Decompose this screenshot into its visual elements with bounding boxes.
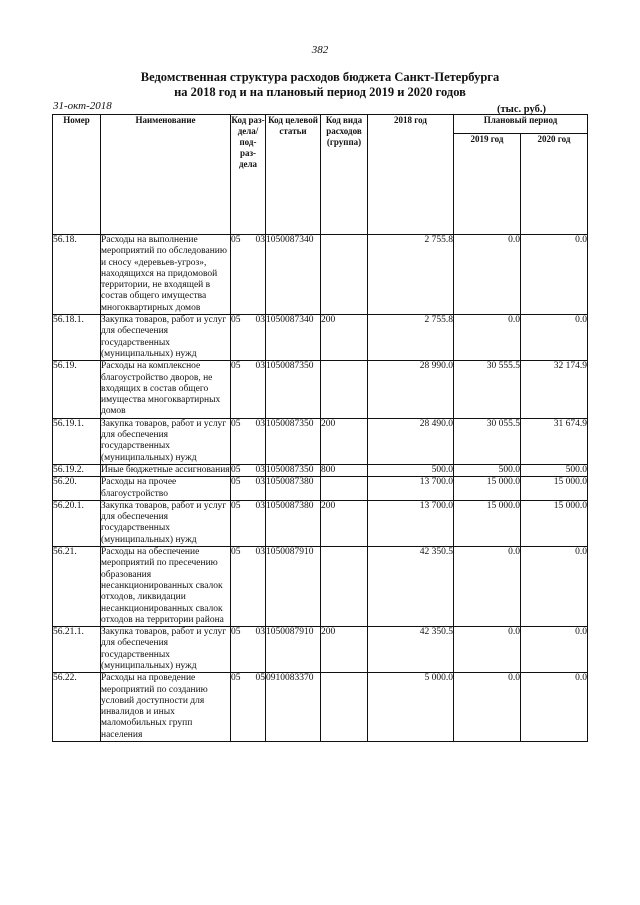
cell-csr: 1050087380 xyxy=(266,500,321,546)
cell-razdel xyxy=(231,361,266,418)
cell-number: 56.19. xyxy=(53,361,101,418)
cell-2018: 42 350.5 xyxy=(368,627,454,673)
title-line-1: Ведомственная структура расходов бюджета Санкт-Петербурга xyxy=(140,70,500,84)
cell-2018: 2 755.8 xyxy=(368,315,454,361)
cell-podrazdel-code: 03 xyxy=(255,315,265,326)
header-number: Номер xyxy=(53,115,101,235)
cell-2019: 15 000.0 xyxy=(454,477,521,501)
cell-2018: 13 700.0 xyxy=(368,477,454,501)
cell-razdel xyxy=(231,500,266,546)
cell-csr: 0910083370 xyxy=(266,673,321,742)
cell-csr: 1050087350 xyxy=(266,361,321,418)
cell-csr: 1050087910 xyxy=(266,627,321,673)
cell-2020: 500.0 xyxy=(521,464,588,476)
cell-2019: 0.0 xyxy=(454,315,521,361)
cell-2020: 0.0 xyxy=(521,627,588,673)
cell-2019: 0.0 xyxy=(454,627,521,673)
header-csr: Код целевой статьи xyxy=(266,115,321,235)
cell-2019: 500.0 xyxy=(454,464,521,476)
cell-name: Закупка товаров, работ и услуг для обеспечения государственных (муниципальных) нужд xyxy=(101,315,231,361)
cell-vid: 200 xyxy=(321,627,368,673)
cell-vid xyxy=(321,361,368,418)
cell-razdel-code: 05 xyxy=(231,464,241,475)
cell-2018: 42 350.5 xyxy=(368,547,454,627)
cell-razdel xyxy=(231,464,266,476)
budget-table xyxy=(52,114,588,742)
cell-podrazdel-code: 03 xyxy=(255,361,265,372)
cell-name: Закупка товаров, работ и услуг для обеспечения государственных (муниципальных) нужд xyxy=(101,627,231,673)
cell-vid xyxy=(321,235,368,315)
cell-2020: 15 000.0 xyxy=(521,477,588,501)
cell-name: Расходы на прочее благоустройство xyxy=(101,477,231,501)
table-row xyxy=(53,418,588,464)
cell-number: 56.19.2. xyxy=(53,464,101,476)
cell-razdel xyxy=(231,418,266,464)
cell-razdel-code: 05 xyxy=(231,235,241,245)
cell-2019: 0.0 xyxy=(454,673,521,742)
cell-podrazdel-code: 03 xyxy=(255,464,265,475)
page-number: 382 xyxy=(311,44,329,56)
header-vid: Код вида расходов (группа) xyxy=(321,115,368,235)
cell-vid xyxy=(321,477,368,501)
cell-razdel-code: 05 xyxy=(231,315,241,326)
table-row xyxy=(53,500,588,546)
cell-podrazdel-code: 03 xyxy=(255,547,265,558)
cell-2020: 0.0 xyxy=(521,315,588,361)
table-body xyxy=(53,235,588,742)
cell-name: Расходы на проведение мероприятий по созданию условий доступности для инвалидов и иных маломобильных групп населения xyxy=(101,673,231,742)
cell-csr: 1050087350 xyxy=(266,418,321,464)
cell-razdel-code: 05 xyxy=(231,361,241,372)
cell-2019: 30 555.5 xyxy=(454,361,521,418)
header-plan-period: Плановый период xyxy=(454,115,588,134)
table-row xyxy=(53,235,588,315)
cell-name: Иные бюджетные ассигнования xyxy=(101,464,230,475)
document-date: 31-окт-2018 xyxy=(53,100,112,112)
cell-podrazdel-code: 03 xyxy=(255,418,265,429)
cell-number: 56.19.1. xyxy=(53,418,101,464)
cell-name: Закупка товаров, работ и услуг для обеспечения государственных (муниципальных) нужд xyxy=(101,500,231,546)
header-razdel: Код раз- дела/ под- раз- дела xyxy=(231,115,266,235)
cell-number: 56.21.1. xyxy=(53,627,101,673)
cell-vid: 200 xyxy=(321,418,368,464)
cell-vid: 800 xyxy=(321,464,368,476)
table-row xyxy=(53,477,588,501)
cell-razdel xyxy=(231,477,266,501)
cell-csr: 1050087340 xyxy=(266,235,321,315)
cell-name: Расходы на обеспечение мероприятий по пресечению образования несанкционированных свалок отходов, ликвидации несанкционированных свалок отходов на территории района xyxy=(101,547,231,627)
units-label: (тыс. руб.) xyxy=(497,104,546,115)
cell-vid xyxy=(321,547,368,627)
cell-2020: 0.0 xyxy=(521,547,588,627)
cell-podrazdel-code: 03 xyxy=(255,627,265,638)
header-name: Наименование xyxy=(101,115,231,235)
cell-2020: 0.0 xyxy=(521,235,588,315)
table-row xyxy=(53,315,588,361)
cell-number: 56.18.1. xyxy=(53,315,101,361)
cell-razdel xyxy=(231,315,266,361)
cell-2018: 28 990.0 xyxy=(368,361,454,418)
cell-podrazdel-code: 03 xyxy=(255,235,265,245)
cell-podrazdel-code: 03 xyxy=(255,500,265,511)
cell-2020: 15 000.0 xyxy=(521,500,588,546)
cell-razdel-code: 05 xyxy=(231,673,241,684)
cell-csr: 1050087340 xyxy=(266,315,321,361)
cell-2018: 2 755.8 xyxy=(368,235,454,315)
cell-2019: 0.0 xyxy=(454,547,521,627)
cell-vid xyxy=(321,673,368,742)
table-row xyxy=(53,673,588,742)
cell-vid: 200 xyxy=(321,500,368,546)
cell-razdel xyxy=(231,235,266,315)
cell-vid: 200 xyxy=(321,315,368,361)
header-2018: 2018 год xyxy=(368,115,454,235)
cell-2018: 500.0 xyxy=(368,464,454,476)
cell-podrazdel-code: 03 xyxy=(255,477,265,488)
cell-csr: 1050087380 xyxy=(266,477,321,501)
cell-razdel-code: 05 xyxy=(231,477,241,488)
table-row xyxy=(53,627,588,673)
cell-podrazdel-code: 05 xyxy=(255,673,265,684)
cell-razdel xyxy=(231,547,266,627)
cell-number: 56.18. xyxy=(53,235,101,315)
cell-number: 56.20. xyxy=(53,477,101,501)
table-row xyxy=(53,464,588,476)
table-row xyxy=(53,547,588,627)
cell-name: Закупка товаров, работ и услуг для обеспечения государственных (муниципальных) нужд xyxy=(101,418,231,464)
cell-number: 56.22. xyxy=(53,673,101,742)
cell-2020: 0.0 xyxy=(521,673,588,742)
cell-2019: 30 055.5 xyxy=(454,418,521,464)
cell-razdel xyxy=(231,673,266,742)
cell-2018: 28 490.0 xyxy=(368,418,454,464)
header-2020: 2020 год xyxy=(521,134,588,235)
header-row-1 xyxy=(53,115,588,134)
cell-csr: 1050087910 xyxy=(266,547,321,627)
document-title xyxy=(0,70,640,100)
cell-2020: 31 674.9 xyxy=(521,418,588,464)
header-2019: 2019 год xyxy=(454,134,521,235)
cell-name: Расходы на выполнение мероприятий по обследованию и сносу «деревьев-угроз», находящихся на придомовой территории, не входящей в состав общего имущества многоквартирных домов xyxy=(101,235,231,315)
cell-razdel-code: 05 xyxy=(231,627,241,638)
title-line-2: на 2018 год и на плановый период 2019 и 2020 годов xyxy=(174,85,466,99)
cell-2019: 15 000.0 xyxy=(454,500,521,546)
cell-razdel-code: 05 xyxy=(231,500,241,511)
cell-2019: 0.0 xyxy=(454,235,521,315)
cell-razdel xyxy=(231,627,266,673)
table-row xyxy=(53,361,588,418)
cell-number: 56.21. xyxy=(53,547,101,627)
cell-2020: 32 174.9 xyxy=(521,361,588,418)
cell-name: Расходы на комплексное благоустройство дворов, не входящих в состав общего имущества многоквартирных домов xyxy=(101,361,231,418)
cell-number: 56.20.1. xyxy=(53,500,101,546)
cell-razdel-code: 05 xyxy=(231,547,241,558)
cell-csr: 1050087350 xyxy=(266,464,321,476)
cell-2018: 13 700.0 xyxy=(368,500,454,546)
cell-razdel-code: 05 xyxy=(231,418,241,429)
cell-2018: 5 000.0 xyxy=(368,673,454,742)
